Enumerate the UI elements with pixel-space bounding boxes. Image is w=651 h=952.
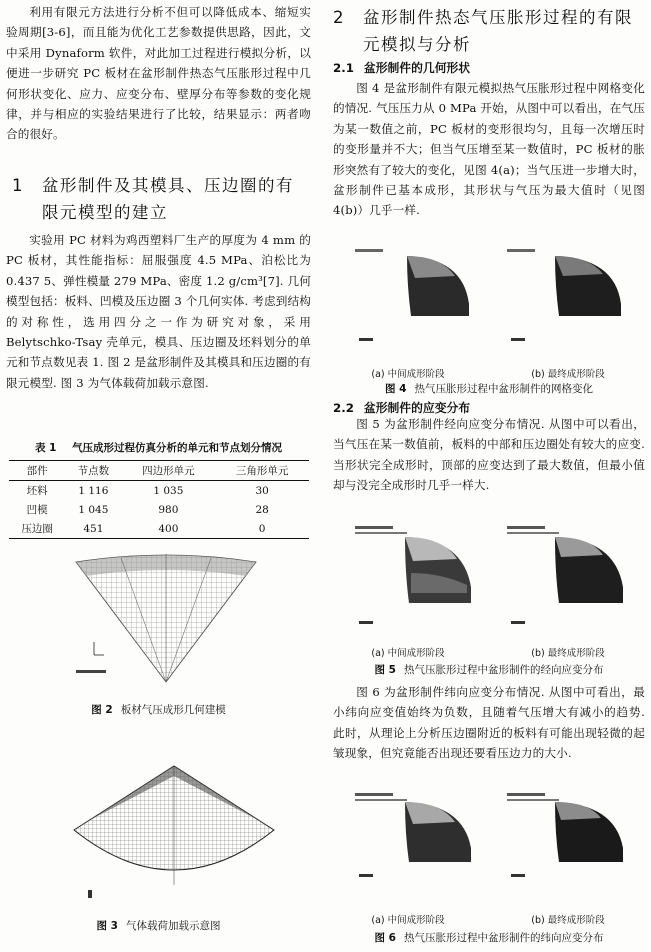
figure-5a-subcaption: (a) 中间成形阶段 bbox=[371, 648, 445, 659]
table-header: 四边形单元 bbox=[122, 461, 216, 481]
figure-4a-image bbox=[351, 246, 481, 354]
figure-6-caption bbox=[333, 930, 645, 945]
table-cell: 451 bbox=[65, 519, 121, 539]
table-row bbox=[9, 481, 309, 501]
table-cell: 30 bbox=[255, 484, 269, 497]
figure-2-image bbox=[66, 552, 266, 692]
subsection-2-2-title: 盆形制件的应变分布 bbox=[363, 401, 471, 415]
figure-4-label: 图 4 bbox=[385, 383, 407, 395]
figure-6b-subcaption: (b) 最终成形阶段 bbox=[531, 915, 605, 926]
figure-4-caption bbox=[333, 381, 645, 396]
table-cell: 1 116 bbox=[78, 484, 109, 497]
table-row bbox=[9, 500, 309, 519]
subsection-2-1-heading bbox=[333, 58, 470, 78]
figure-6-title: 热气压胀形过程中盆形制件的纬向应变分布 bbox=[403, 932, 604, 944]
figure-5a-image bbox=[351, 523, 479, 635]
subsection-2-1-paragraph: 图 4 是盆形制件有限元模拟热气压胀形过程中网格变化的情况. 气压压力从 0 MPa 开始，从图中可以看出，在气压为某一数值之前，PC 板材的变形很均匀，且每一次增压时的变形量并不大；但当气压增至某一数值时，PC 板材的胀形突然有了较大的变化，见图 4(a)；当气压进一步增大时，盆形制件已基本成形，其形状与气压为最大值时（见图 4(b)）几乎一样. bbox=[333, 81, 645, 218]
section-2-title: 盆形制件热态气压胀形过程的有限元模拟与分析 bbox=[363, 8, 633, 54]
figure-3-image bbox=[68, 760, 280, 905]
table-cell: 28 bbox=[255, 503, 269, 516]
section-1-title: 盆形制件及其模具、压边圈的有限元模型的建立 bbox=[42, 176, 294, 222]
figure-3-load-graphic bbox=[68, 760, 280, 905]
section-1-heading bbox=[6, 172, 311, 226]
subsection-2-2-paragraph: 图 5 为盆形制件经向应变分布情况. 从图中可以看出，当气压在某一数值前，板料的中部和压边圈处有较大的应变. 当形状完全成形时，顶部的应变达到了最大数值，但最小值却与没完全成形时几乎一样大. bbox=[333, 417, 645, 493]
figure-4b-subcaption: (b) 最终成形阶段 bbox=[531, 369, 605, 380]
figure-3-caption bbox=[6, 918, 311, 933]
figure-5-title: 热气压胀形过程中盆形制件的经向应变分布 bbox=[403, 664, 604, 676]
figure-6a-image bbox=[351, 790, 479, 888]
figure-5a-graphic bbox=[351, 523, 479, 635]
table-row bbox=[9, 519, 309, 539]
figure-6-label: 图 6 bbox=[374, 932, 396, 944]
figure-5b-graphic bbox=[503, 523, 631, 635]
table-cell: 凹模 bbox=[26, 504, 48, 516]
figure-2-mesh-graphic bbox=[66, 552, 266, 692]
figure-3-label: 图 3 bbox=[96, 920, 118, 932]
figure-6a-subcaption: (a) 中间成形阶段 bbox=[371, 915, 445, 926]
figure-3-title: 气体载荷加载示意图 bbox=[125, 920, 221, 932]
table-1-title: 气压成形过程仿真分析的单元和节点划分情况 bbox=[72, 442, 283, 454]
figure-4a-subcaption: (a) 中间成形阶段 bbox=[371, 369, 445, 380]
figure-2-label: 图 2 bbox=[91, 704, 113, 716]
table-cell: 坯料 bbox=[26, 485, 48, 497]
section-1-number: 1 bbox=[12, 176, 23, 195]
section-1-paragraph: 实验用 PC 材料为鸡西塑料厂生产的厚度为 4 mm 的 PC 板材，其性能指标：屈服强度 4.5 MPa、泊松比为 0.437 5、弹性模量 279 MPa、密度 1.2 g/cm³[7]. 几何模型包括：板料、凹模及压边圈 3 个几何实体. 考虑到结构的对称性，选用四分之一作为研究对象，采用 Belytschko-Tsay 壳单元，模具、压边圈及坯料划分的单元和节点数见表 1. 图 2 是盆形制件及其模具和压边圈的有限元模型. 图 3 为气体载荷加载示意图. bbox=[6, 233, 311, 390]
figure-4b-graphic bbox=[503, 246, 633, 354]
figure-5-caption bbox=[333, 662, 645, 677]
table-header: 三角形单元 bbox=[215, 461, 309, 481]
figure-6b-image bbox=[503, 790, 631, 888]
table-1 bbox=[9, 460, 309, 539]
figure-2-caption bbox=[6, 702, 311, 717]
table-cell: 400 bbox=[122, 519, 216, 539]
table-cell: 0 bbox=[215, 519, 309, 539]
table-header: 部件 bbox=[9, 461, 65, 481]
figure-4-title: 热气压胀形过程中盆形制件的网格变化 bbox=[414, 383, 593, 395]
figure-5-label: 图 5 bbox=[374, 664, 396, 676]
table-cell: 压边圈 bbox=[9, 519, 65, 539]
intro-paragraph: 利用有限元方法进行分析不但可以降低成本、缩短实验周期[3-6]，而且能为优化工艺参数提供思路，因此，文中采用 Dynaform 软件，对此加工过程进行模拟分析，以便进一步研究 PC 板材在盆形制件热态气压胀形过程中几何形状变化、应力、应变分布、壁厚分布等参数的变化规律，并与相应的实验结果进行了比较，结果显示：两者吻合的很好。 bbox=[6, 5, 311, 142]
section-2-number: 2 bbox=[333, 8, 344, 27]
figure-2-title: 板材气压成形几何建模 bbox=[120, 704, 226, 716]
figure-5b-image bbox=[503, 523, 631, 635]
table-1-caption bbox=[6, 440, 311, 455]
figure-4b-image bbox=[503, 246, 633, 354]
table-cell: 980 bbox=[158, 503, 179, 516]
figure-6b-graphic bbox=[503, 790, 631, 888]
subsection-2-1-number: 2.1 bbox=[333, 61, 354, 75]
table-cell: 1 035 bbox=[153, 484, 184, 497]
subsection-2-1-title: 盆形制件的几何形状 bbox=[363, 61, 471, 75]
table-cell: 1 045 bbox=[78, 503, 109, 516]
figure-6-paragraph: 图 6 为盆形制件纬向应变分布情况. 从图中可看出，最小纬向应变值始终为负数，且随着气压增大有减小的趋势. 此时，从理论上分析压边圈附近的板料有可能出现轻微的起皱现象，但究竟能否出现还要看压边力的大小. bbox=[333, 685, 645, 761]
section-2-heading bbox=[333, 4, 645, 58]
table-1-label: 表 1 bbox=[34, 442, 57, 454]
figure-6a-graphic bbox=[351, 790, 479, 888]
subsection-2-2-number: 2.2 bbox=[333, 401, 354, 415]
figure-4a-graphic bbox=[351, 246, 481, 354]
table-header: 节点数 bbox=[65, 461, 121, 481]
figure-5b-subcaption: (b) 最终成形阶段 bbox=[531, 648, 605, 659]
